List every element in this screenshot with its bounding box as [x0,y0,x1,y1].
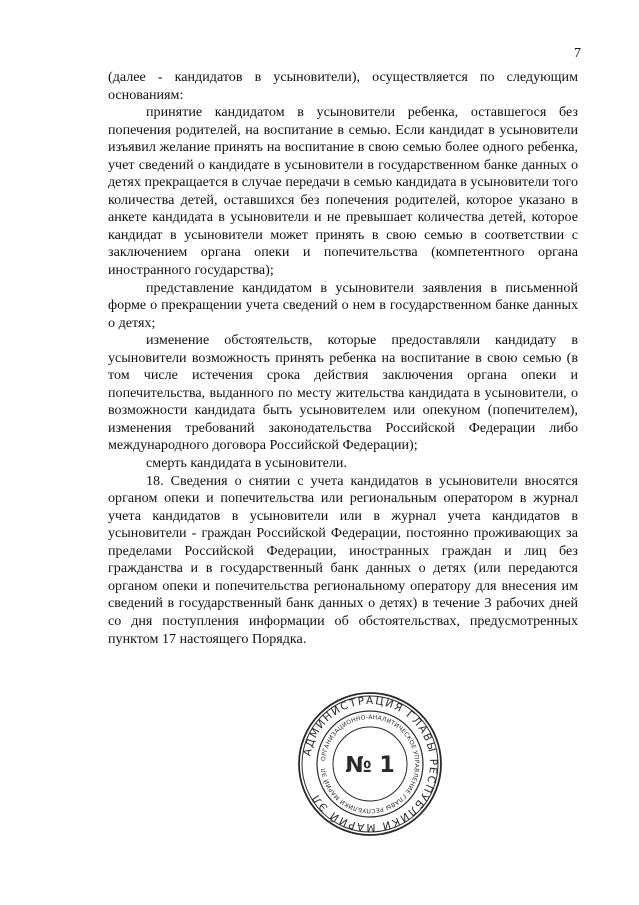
paragraph-adoption: принятие кандидатом в усыновители ребенка, оставшегося без попечения родителей, на воспитание в семью. Если кандидат в усыновители изъявил желание принять на воспитание в свою семью более одного ребенка, учет сведений о кандидате в усыновители в государственном банке данных о детях прекращается в случае передачи в семью кандидата в усыновители того количества детей, оставшихся без попечения родителей, которое указано в анкете кандидата в усыновители и не превышает количества детей, которое кандидат в усыновители может принять в свою семью в соответствии с заключением органа опеки и попечительства (компетентного органа иностранного государства); [108,104,578,279]
official-seal [296,690,444,838]
paragraph-intro: (далее - кандидатов в усыновители), осуществляется по следующим основаниям: [108,69,578,103]
paragraph-death: смерть кандидата в усыновители. [146,455,347,472]
body-text [108,69,578,648]
paragraph-application: представление кандидатом в усыновители заявления в письменной форме о прекращении учета сведений о нем в государственном банке данных о детях; [108,279,578,331]
seal-outer-text: АДМИНИСТРАЦИЯ ГЛАВЫ РЕСПУБЛИКИ МАРИЙ ЭЛ [301,694,440,834]
seal-inner-text: ОРГАНИЗАЦИОННО-АНАЛИТИЧЕСКОЕ УПРАВЛЕНИЕ ГЛАВЫ РЕСПУБЛИКИ МАРИЙ ЭЛ [320,713,421,815]
page-number: 7 [574,46,581,61]
seal-number: № 1 [345,753,395,778]
paragraph-circumstances: изменение обстоятельств, которые предоставляли кандидату в усыновители возможность принять ребенка на воспитание в свою семью (в том числе истечения срока действия заключения органа опеки и попечительства, выданного по месту жительства кандидата в усыновители, о возможности кандидата быть усыновителем или опекуном (попечителем), изменения требований законодательства Российской Федерации либо международного договора Российской Федерации); [108,332,578,454]
paragraph-item-18: 18. Сведения о снятии с учета кандидатов в усыновители вносятся органом опеки и попечительства или региональным оператором в журнал учета кандидатов в усыновители или в журнал учета кандидатов в усыновители - граждан Российской Федерации, постоянно проживающих за пределами Российской Федерации, иностранных граждан и лиц без гражданства и в государственный банк данных о детях (или передаются органом опеки и попечительства региональному оператору для внесения им сведений в государственный банк данных о детях) в течение 3 рабочих дней со дня поступления информации об обстоятельствах, предусмотренных пунктом 17 настоящего Порядка. [108,472,578,647]
